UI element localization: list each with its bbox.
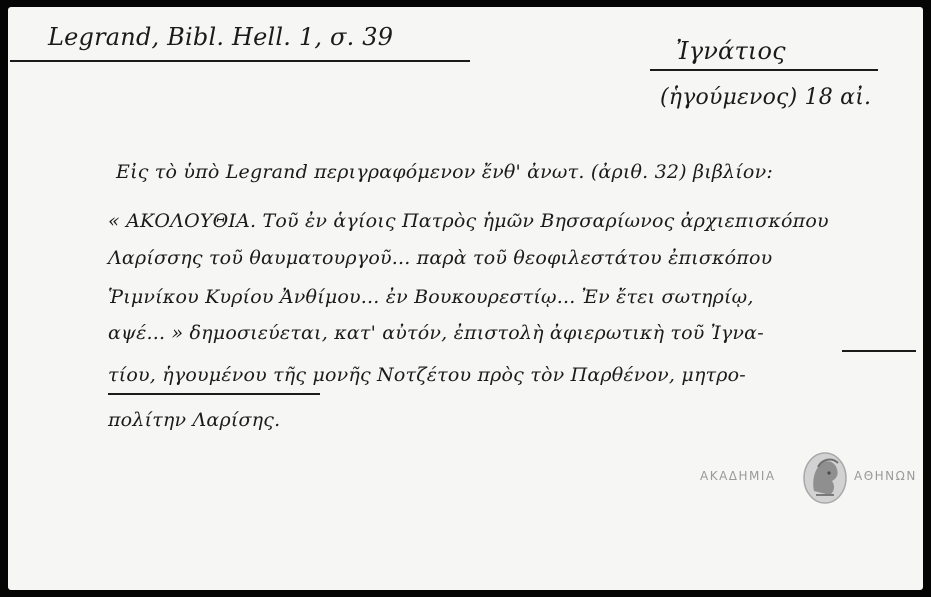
headword-underline [650, 69, 878, 71]
body-line-2: « ΑΚΟΛΟΥΘΙΑ. Τοῦ ἐν ἁγίοις Πατρὸς ἡμῶν Βησσαρίωνος ἀρχιεπισκόπου [108, 210, 829, 232]
underline-ignatiou-part2 [108, 393, 320, 395]
body-line-7: πολίτην Λαρίσης. [108, 409, 281, 431]
body-line-5: αψέ... » δημοσιεύεται, κατ' αὐτόν, ἐπιστολὴ ἀφιερωτικὴ τοῦ Ἰγνα- [108, 322, 764, 344]
bibliographic-reference: Legrand, Bibl. Hell. 1, σ. 39 [48, 23, 394, 51]
body-line-6: τίου, ἡγουμένου τῆς μονῆς Νοτζέτου πρὸς τὸν Παρθένον, μητρο- [108, 364, 746, 386]
body-line-1: Εἰς τὸ ὑπὸ Legrand περιγραφόμενον ἔνθ' ἀνωτ. (ἀριθ. 32) βιβλίον: [116, 161, 773, 183]
index-card [8, 7, 923, 590]
headword-subheading: (ἡγούμενος) 18 αἰ. [660, 85, 872, 110]
reference-underline [10, 60, 470, 62]
body-line-4: Ῥιμνίκου Κυρίου Ἀνθίμου... ἐν Βουκουρεστίῳ... Ἐν ἔτει σωτηρίῳ, [108, 286, 754, 308]
body-line-3: Λαρίσσης τοῦ θαυματουργοῦ... παρὰ τοῦ θεοφιλεστάτου ἐπισκόπου [108, 247, 773, 269]
headword: Ἰγνάτιος [676, 37, 786, 65]
athena-seal-icon [802, 451, 848, 505]
watermark-text-left: ΑΚΑΔΗΜΙΑ [700, 469, 776, 483]
underline-ignatiou-part1 [842, 350, 916, 352]
academy-watermark [700, 447, 920, 507]
watermark-text-right: ΑΘΗΝΩΝ [854, 469, 917, 483]
